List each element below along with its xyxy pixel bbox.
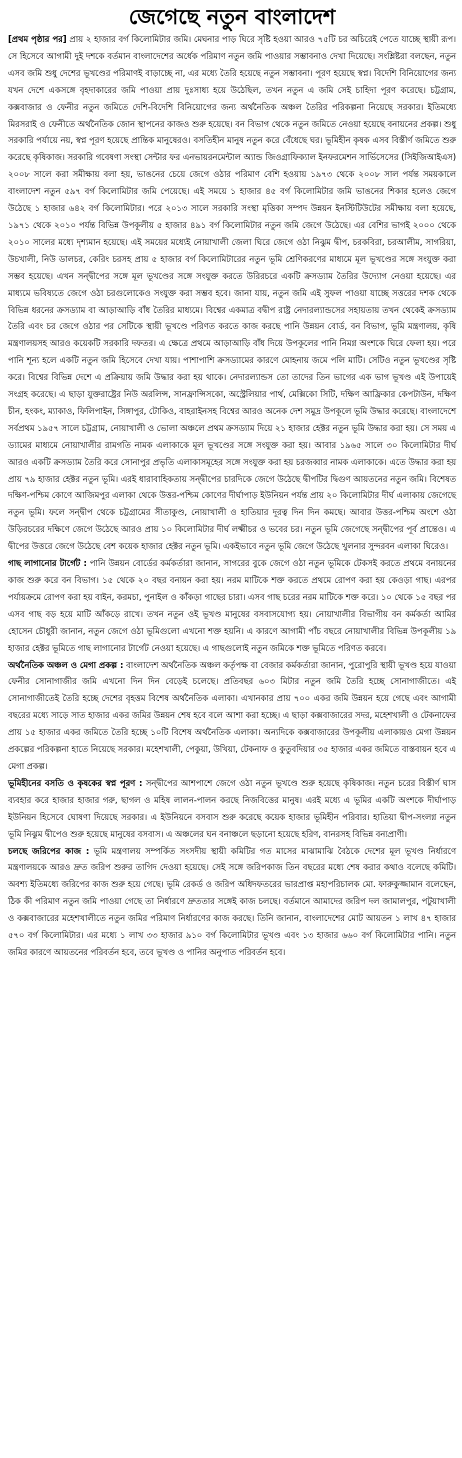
continuation-label: [প্রথম পৃষ্ঠার পর] [8,35,67,45]
section-heading-survey: চলছে জরিপের কাজ : [8,846,90,857]
section-heading-economic-zones: অর্থনৈতিক অঞ্চল ও মেগা প্রকল্প : [8,660,124,671]
section-text-landless-settlement: সন্দ্বীপের আশপাশে জেগে ওঠা নতুন ভূখণ্ডে শুরু হয়েছে কৃষিকাজ। নতুন চরের বিস্তীর্ণ ঘাস ব্যবহার করে হাজার হাজার গরু, ছাগল ও মহিষ লালন-পালন করছে নিজবিত্তের মানুষ। এরই মধ্যে এ ভূমির একটি অংশকে দীর্ঘাপাড় ইউনিয়ন হিসেবে ঘোষণা দিয়েছে সরকার। এ ইউনিয়নে বসবাস শুরু করেছে কয়েক হাজার ভূমিহীন পরিবার। হাতিয়া দ্বীপ-সংলগ্ন নতুন ভূমি নিঝুম দ্বীপেও শুরু হয়েছে মানুষের বসবাস। এ অঞ্চলের ঘন বনাঞ্চলে ছড়ানো হয়েছে হরিণ, বানরসহ বিভিন্ন বন্যপ্রাণী। [8,778,456,840]
section-landless-settlement [8,776,456,844]
section-heading-landless-settlement: ভূমিহীনের বসতি ও কৃষকের স্বপ্ন পূরণ : [8,778,143,789]
section-survey [8,844,456,962]
section-text-tree-planting: পানি উন্নয়ন বোর্ডের কর্মকর্তারা জানান, সাগরের বুকে জেগে ওঠা নতুন ভূমিকে টেকসই করতে প্রথমে বনায়নের কাজ শুরু করে বন বিভাগ। ১৫ থেকে ২০ বছর বনায়ন করা হয়। নরম মাটিকে শক্ত করতে প্রথমে রোপণ করা হয় কেওড়া গাছ। এরপর পর্যায়ক্রমে রোপণ করা হয় বাইন, করমচা, পুনাইল ও কাঁকড়া গাছের চারা। এসব গাছ চরের নরম মাটিকে শক্ত করে। ১০ থেকে ১৫ বছর পর এসব গাছ বড় হয়ে মাটি আঁকড়ে রাখে। তখন নতুন ওই ভূখণ্ড মানুষের বসবাসযোগ্য হয়। নোয়াখালীর বিভাগীয় বন কর্মকর্তা আমির হোসেন চৌধুরী জানান, নতুন জেগে ওঠা ভূমিগুলো এখনো শক্ত হয়নি। এ কারণে আগামী পাঁচ বছরে নোয়াখালীর বিভিন্ন উপকূলীয় ১৯ হাজার হেক্টর ভূমিতে গাছ লাগানোর টার্গেট নেওয়া হয়েছে। এ গাছগুলোই নতুন জমিকে শক্ত ভূমিতে পরিণত করবে। [8,559,456,654]
lead-text: প্রায় ২ হাজার বর্গ কিলোমিটার জমি। মেঘনার পাড় ঘিরে সৃষ্টি হওয়া আরও ৭৫টি চর অচিরেই পেতে যাচ্ছে স্থায়ী রূপ। সে হিসেবে আগামী দুই দশকে বর্তমান বাংলাদেশের অর্ধেক পরিমাণ নতুন জমি পাওয়ার সম্ভাবনাও দেখা দিয়েছে। সংশ্লিষ্টরা বলছেন, নতুন এসব জমি শুধু দেশের ভূখণ্ডের পরিমাণই বাড়াচ্ছে না, এর মধ্যে তৈরি হয়েছে নতুন সম্ভাবনা। পূরণ হয়েছে স্বপ্ন। বিদেশি বিনিয়োগের জন্য যখন দেশে একসঙ্গে বৃহদাকারের জমি পাওয়া প্রায় দুঃসাধ্য হয়ে উঠেছিল, তখন নতুন এ জমি সেই চাহিদা পূরণ করেছে। চট্টগ্রাম, কক্সবাজার ও ফেনীর নতুন জমিতে দেশি-বিদেশি বিনিয়োগের জন্য অর্থনৈতিক অঞ্চল তৈরির পরিকল্পনা নিয়েছে সরকার। ইতিমধ্যে মিরসরাই ও ফেনীতে অর্থনৈতিক জোন স্থাপনের কাজও শুরু হয়েছে। বন বিভাগ থেকে নতুন জমিতে নেওয়া হয়েছে বনায়নের প্রকল্প। শুধু সরকারি পর্যায়ে নয়, স্বপ্ন পূরণ হয়েছে প্রান্তিক মানুষেরও। বসতিহীন মানুষ নতুন করে বেঁধেছে ঘর। ভূমিহীন কৃষক এসব বিস্তীর্ণ জমিতে শুরু করেছে কৃষিকাজ। সরকারি গবেষণা সংস্থা সেন্টার ফর এনভায়রনমেন্টাল অ্যান্ড জিওগ্রাফিক্যাল ইনফরমেশন সার্ভিসেসের (সিইজিআইএস) ২০০৮ সালে করা সমীক্ষায় বলা হয়, ভাঙনের চেয়ে জেগে ওঠার পরিমাণ বেশি হওয়ায় ১৯৭৩ থেকে ২০০৮ সাল পর্যন্ত সময়কালে বাংলাদেশ নতুন ৫৯৭ বর্গ কিলোমিটার জমি পেয়েছে। এই সময়ে ১ হাজার ৪৫ বর্গ কিলোমিটার জমি ভাঙনের শিকার হলেও জেগে উঠেছে ১ হাজার ৬৪২ বর্গ কিলোমিটার। পরে ২০১৩ সালে সরকারি সংস্থা মৃত্তিকা সম্পদ উন্নয়ন ইনস্টিটিউটের সমীক্ষায় বলা হয়েছে, ১৯৭১ থেকে ২০১০ পর্যন্ত বিভিন্ন উপকূলীয় ৫ হাজার ৪৯১ বর্গ কিলোমিটার নতুন জমি জেগে উঠেছে। এর বেশির ভাগই ২০০০ থেকে ২০১০ সালের মধ্যে দৃশ্যমান হয়েছে। এই সময়ের মধ্যেই নোয়াখালী জেলা ঘিরে জেগে ওঠা নিঝুম দ্বীপ, চরকবিরা, চরআলীম, সাগরিয়া, উচখালী, নিউ ডালচর, কেরিং চরসহ প্রায় ৫ হাজার বর্গ কিলোমিটারের নতুন ভূমি শ্রেণিকরণের মাধ্যমে মূল ভূখণ্ডের সঙ্গে সংযুক্ত করা সম্ভব হয়েছে। এখন সন্দ্বীপের সঙ্গে মূল ভূখণ্ডের সঙ্গে সংযুক্ত করতে উরিরচরে একটি ক্রসড্যাম তৈরির উদ্যোগ নেওয়া হয়েছে। এর মাধ্যমে ভবিষ্যতে জেগে ওঠা চরগুলোকেও সংযুক্ত করা সম্ভব হবে। জানা যায়, নতুন জমি এই সুফল পাওয়া যাচ্ছে সত্তরের দশক থেকে বিভিন্ন ধরনের ক্রসড্যাম বা আড়াআড়ি বাঁধ তৈরির মাধ্যমে। বিশ্বের একমাত্র বদ্বীপ রাষ্ট্র নেদারল্যান্ডসের সহায়তায় তখন থেকেই ক্রসড্যাম তৈরি এবং চর জেগে ওঠার পর সেটিকে স্থায়ী ভূখণ্ডে পরিণত করতে কাজ করছে পানি উন্নয়ন বোর্ড, বন বিভাগ, ভূমি মন্ত্রণালয়, কৃষি মন্ত্রণালয়সহ আরও কয়েকটি সরকারি দফতর। এ ক্ষেত্রে প্রথমে আড়াআড়ি বাঁধ দিয়ে উপকূলের পানি নিমগ্ন অংশকে ঘিরে ফেলা হয়। পরে পানি শূন্য হলে একটি নতুন জমি হিসেবে দেখা যায়। পাশাপাশি ক্রসড্যামের কারণে মোহনায় জমে পলি মাটি। সেটিও নতুন ভূখণ্ডের সৃষ্টি করে। বিশ্বের বিভিন্ন দেশে এ প্রক্রিয়ায় জমি উদ্ধার করা হয় থাকে। নেদারল্যান্ডস তো তাদের তিন ভাগের এক ভাগ ভূখণ্ড এই উপায়েই সংগ্রহ করেছে। এ ছাড়া যুক্তরাষ্ট্রের নিউ অরলিন্স, সানফ্রান্সিসকো, অস্ট্রেলিয়ার পার্থ, মেক্সিকো সিটি, দক্ষিণ আফ্রিকার কেপটাউন, দক্ষিণ চীন, হংকং, ম্যাকাও, ফিলিপাইন, সিঙ্গাপুর, টোকিও, বাহরাইনসহ বিশ্বের আরও অনেক দেশ সমুদ্র উপকূলে ভূমি উদ্ধার করেছে। বাংলাদেশে সর্বপ্রথম ১৯৫৭ সালে চট্টগ্রাম, নোয়াখালী ও ভোলা অঞ্চলে প্রথম ক্রসড্যাম দিয়ে ২১ হাজার হেক্টর নতুন ভূমি উদ্ধার করা হয়। সে সময় এ ড্যামের মাধ্যমে নোয়াখালীর রামগতি নামক এলাকাকে মূল ভূখণ্ডের সঙ্গে সংযুক্ত করা হয়। আবার ১৯৬৫ সালে ৩০ কিলোমিটার দীর্ঘ আরও একটি ক্রসড্যাম তৈরি করে সোনাপুর প্রভৃতি এলাকাসমূহের সঙ্গে সংযুক্ত করা হয় চরজব্বার নামক এলাকাকে। এতে উদ্ধার করা হয় প্রায় ৭৯ হাজার হেক্টর নতুন ভূমি। এরই ধারাবাহিকতায় সন্দ্বীপের চারদিকে জেগে উঠেছে দ্বীপটির দ্বিগুণ আয়তনের নতুন জমি। বিশেষত দক্ষিণ-পশ্চিম কোণে আজিমপুর এলাকা থেকে উত্তর-পশ্চিম কোণের দীর্ঘাপাড় ইউনিয়ন পর্যন্ত প্রায় ২০ কিলোমিটার দীর্ঘ এলাকায় জেগেছে নতুন ভূমি। ফলে সন্দ্বীপ থেকে চট্টগ্রামের সীতাকুণ্ড, নোয়াখালী ও হাতিয়ার দূরত্ব দিন দিন কমছে। আবার উত্তর-পশ্চিম অংশে ওঠা উড়িরচরের দক্ষিণে জেগে উঠেছে আরও প্রায় ১০ কিলোমিটার দীর্ঘ লক্ষ্মীচর ও ভবের চর। নতুন ভূমি জেগেছে সন্দ্বীপের পূর্ব প্রান্তেও। এ দ্বীপের উত্তরে জেগে উঠেছে বেশ কয়েক হাজার হেক্টর নতুন ভূমি। একইভাবে নতুন ভূমি জেগে উঠেছে খুলনার সুন্দরবন এলাকা ঘিরেও। [8,35,456,553]
section-text-economic-zones: বাংলাদেশ অর্থনৈতিক অঞ্চল কর্তৃপক্ষ বা বেজার কর্মকর্তারা জানান, পুরোপুরি স্থায়ী ভূখণ্ড হয়ে যাওয়া ফেনীর সোনাগাজীর জমি এখনো দিন দিন বেড়েই চলেছে। প্রতিবছর ৬০৩ মিটার নতুন জমি তৈরি হচ্ছে সোনাগাজীতে। এই সোনাগাজীতেই তৈরি হচ্ছে দেশের বৃহত্তম বিশেষ অর্থনৈতিক এলাকা। এখানকার প্রায় ৭০০ একর জমি উন্নয়ন হয়ে গেছে এবং আগামী বছরের মধ্যে সাড়ে সাত হাজার একর জমির উন্নয়ন শেষ হবে বলে আশা করা হচ্ছে। এ ছাড়া কক্সবাজারের সদর, মহেশখালী ও টেকনাফের প্রায় ১৫ হাজার একর জমিতে তৈরি হচ্ছে ১০টি বিশেষ অর্থনৈতিক এলাকা। অন্যদিকে কক্সবাজারের উপকূলীয় এলাকায়ও মেগা উন্নয়ন প্রকল্পের পরিকল্পনা হাতে নিয়েছে সরকার। মহেশখালী, পেকুয়া, উখিয়া, টেকনাফ ও কুতুবদিয়ার ৩৫ হাজার একর জমিতে বাস্তবায়ন হবে এ মেগা প্রকল্প। [8,660,457,772]
section-text-survey: ভূমি মন্ত্রণালয় সম্পর্কিত সংসদীয় স্থায়ী কমিটির গত মাসের মাঝামাঝি বৈঠকে দেশের মূল ভূখণ্ড নির্ধারণে মন্ত্রণালয়কে আরও দ্রুত জরিপ শুরুর তাগিদ দেওয়া হয়েছে। সেই সঙ্গে জরিপকাজ তিন বছরের মধ্যে শেষ করার কথাও বলেছে কমিটি। অবশ্য ইতিমধ্যে জরিপের কাজ শুরু হয়ে গেছে। ভূমি রেকর্ড ও জরিপ অধিদফতরের ভারপ্রাপ্ত মহাপরিচালক মো. ফারুকুজ্জামান বলেছেন, ঠিক কী পরিমাণ নতুন জমি পাওয়া গেছে তা নির্ধারণে দ্রুততার সঙ্গেই কাজ চলছে। বর্তমানে আমাদের জরিপ দল জামালপুর, পটুয়াখালী ও কক্সবাজারের মহেশখালীতে নতুন জমির পরিমাণ নির্ধারণের কাজ করছে। তিনি জানান, বাংলাদেশের মোট আয়তন ১ লাখ ৪৭ হাজার ৫৭০ বর্গ কিলোমিটার। এর মধ্যে ১ লাখ ৩৩ হাজার ৯১০ বর্গ কিলোমিটার ভূখণ্ড এবং ১৩ হাজার ৬৬০ বর্গ কিলোমিটার পানি। নতুন জমির কারণে আয়তনের পরিবর্তন হবে, তবে ভূখণ্ড ও পানির অনুপাত পরিবর্তন হবে। [8,846,456,958]
section-tree-planting [8,556,456,657]
section-economic-zones [8,658,456,776]
headline: জেগেছে নতুন বাংলাদেশ [128,4,336,29]
article-body [8,32,456,962]
lead-paragraph [8,32,456,556]
section-heading-tree-planting: গাছ লাগানোর টার্গেট : [8,559,87,570]
